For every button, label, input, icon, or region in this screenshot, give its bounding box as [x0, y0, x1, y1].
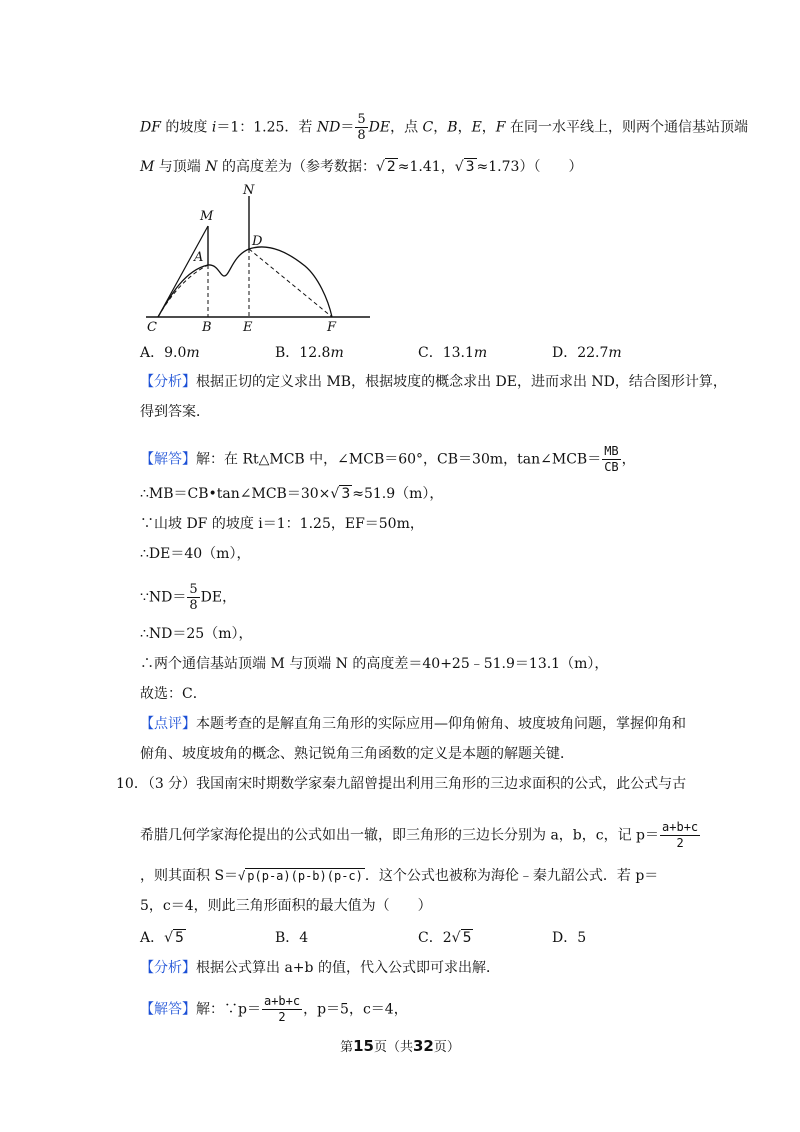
q10-option-c: C．2√ 5	[418, 930, 472, 946]
label-a: A	[194, 250, 204, 265]
label-f: F	[327, 320, 337, 334]
fraction-5-8-step: $\frac{5}{8}$	[189, 582, 198, 613]
comment-tag: 【点评】	[140, 716, 196, 732]
dashed-slope-ca	[158, 265, 208, 317]
label-b: B	[202, 320, 212, 334]
q10-line-2: 希腊几何学家海伦提出的公式如出一辙，即三角形的三边长分别为 a，b，c，记 p＝ $\frac{a+b+c}{2}$	[140, 820, 699, 850]
sqrt-2: √ 2	[375, 159, 396, 175]
dashed-slope-df	[249, 249, 332, 317]
label-e: E	[243, 320, 253, 334]
q9-option-d: D．22.7m	[552, 345, 622, 361]
q9-option-b: B．12.8m	[275, 345, 344, 361]
page-footer: 第15页（共32页）	[340, 1037, 460, 1055]
heron-sqrt: √ p(p-a)(p-b)(p-c)	[238, 869, 363, 883]
label-m: M	[200, 209, 214, 224]
q9-line-2: M 与顶端 N 的高度差为（参考数据：√ 2 ≈1.41，√ 3 ≈1.73）（ ）	[140, 159, 583, 175]
q10-analysis: 【分析】根据公式算出 a+b 的值，代入公式即可求出解．	[140, 960, 500, 976]
q10-line-4: 5，c＝4，则此三角形面积的最大值为（ ）	[140, 898, 432, 914]
analysis-tag: 【分析】	[140, 374, 196, 390]
page-number: 15	[353, 1037, 374, 1055]
answer-tag: 【解答】	[140, 451, 196, 468]
label-n: N	[243, 184, 255, 198]
q10-option-a: A．√ 5	[140, 930, 184, 946]
geometry-figure	[140, 184, 380, 334]
q9-comment-line-1: 【点评】本题考查的是解直角三角形的实际应用—仰角俯角、坡度坡角问题，掌握仰角和	[140, 716, 686, 732]
q10-answer: 【解答】解：∵p＝ $\frac{a+b+c}{2}$ ，p＝5，c＝4，	[140, 994, 408, 1024]
fraction-5-8: $\frac{5}{8}$	[357, 112, 366, 143]
fraction-p-answer: $\frac{a+b+c}{2}$	[263, 994, 301, 1024]
sqrt-3-step: √ 3	[330, 486, 351, 502]
q9-analysis-line-2: 得到答案．	[140, 404, 210, 420]
q9-step-6: ∴两个通信基站顶端 M 与顶端 N 的高度差＝40+25﹣51.9＝13.1（m），	[140, 656, 609, 672]
q10-line-3: ，则其面积 S＝√ p(p-a)(p-b)(p-c) ．这个公式也被称为海伦﹣秦九韶公式．若 p＝	[140, 868, 659, 884]
q9-step-7: 故选：C．	[140, 686, 207, 702]
q10-line-1: 10．（3 分）我国南宋时期数学家秦九韶曾提出利用三角形的三边求面积的公式，此公式与古	[116, 776, 687, 792]
q9-option-c: C．13.1m	[418, 345, 488, 361]
q10-option-b: B．4	[275, 930, 309, 946]
label-c: C	[147, 320, 157, 334]
q9-comment-line-2: 俯角、坡度坡角的概念、熟记锐角三角函数的定义是本题的解题关键．	[140, 746, 574, 762]
q9-step-4: ∵ND＝ $\frac{5}{8}$ DE，	[140, 582, 237, 613]
sqrt-3: √ 3	[454, 159, 475, 175]
q9-line-1: DF 的坡度 i＝1：1.25．若 ND＝ $\frac{5}{8}$ DE，点 C，B，E，F 在同一水平线上，则两个通信基站顶端	[140, 112, 748, 143]
q9-step-3: ∴DE＝40（m），	[140, 546, 251, 562]
q9-step-2: ∵山坡 DF 的坡度 i＝1：1.25，EF＝50m，	[140, 516, 424, 532]
fraction-p: $\frac{a+b+c}{2}$	[662, 820, 699, 850]
q9-step-5: ∴ND＝25（m），	[140, 626, 253, 642]
q10-option-d: D．5	[552, 930, 587, 946]
q9-analysis-line-1: 【分析】根据正切的定义求出 MB，根据坡度的概念求出 DE，进而求出 ND，结合图形计算，	[140, 374, 727, 390]
label-d: D	[252, 234, 263, 249]
q9-option-a: A．9.0m	[140, 345, 200, 361]
q9-answer-line-1: 【解答】解：在 Rt△MCB 中，∠MCB＝60°，CB＝30m，tan∠MCB＝ $\frac{MB}{CB}$ ，	[140, 444, 636, 474]
fraction-mb-cb: $\frac{MB}{CB}$	[604, 444, 619, 474]
q9-step-1: ∴MB＝CB•tan∠MCB＝30×√ 3 ≈51.9（m），	[140, 486, 444, 502]
total-pages: 32	[413, 1037, 434, 1055]
